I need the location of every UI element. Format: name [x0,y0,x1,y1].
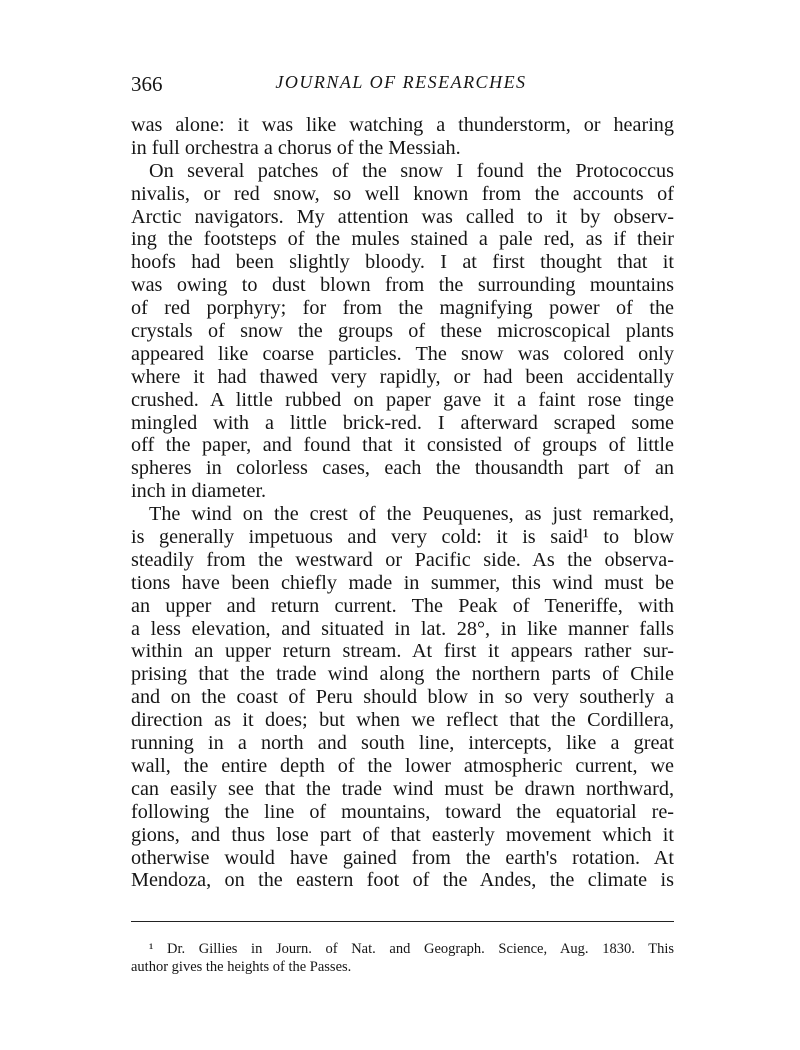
page-number: 366 [131,72,163,96]
text-line: spheres in colorless cases, each the thousandth part of an [131,457,674,480]
running-title: JOURNAL OF RESEARCHES [275,72,527,92]
page-header [131,72,671,102]
text-line: a less elevation, and situated in lat. 28°, in like manner falls [131,617,674,640]
footnote-divider [131,921,674,922]
text-line: in full orchestra a chorus of the Messiah. [131,136,461,159]
text-line: wall, the entire depth of the lower atmospheric current, we [131,754,674,777]
text-line: within an upper return stream. At first it appears rather sur- [131,640,674,663]
text-line: and on the coast of Peru should blow in so very southerly a [131,686,674,709]
text-line: off the paper, and found that it consisted of groups of little [131,434,674,457]
text-line: tions have been chiefly made in summer, this wind must be [131,571,674,594]
footnote-line: ¹ Dr. Gillies in Journ. of Nat. and Geograph. Science, Aug. 1830. This [149,941,674,957]
text-line: of red porphyry; for from the magnifying power of the [131,297,674,320]
text-line: otherwise would have gained from the earth's rotation. At [131,846,674,869]
text-line: running in a north and south line, intercepts, like a great [131,732,674,755]
footnote-line: author gives the heights of the Passes. [131,959,352,975]
text-line: Arctic navigators. My attention was called to it by observ- [131,205,674,228]
text-line: hoofs had been slightly bloody. I at first thought that it [131,251,674,274]
text-line: can easily see that the trade wind must be drawn northward, [131,777,674,800]
text-line: direction as it does; but when we reflect that the Cordillera, [131,709,674,732]
text-line: prising that the trade wind along the northern parts of Chile [131,663,674,686]
text-line: following the line of mountains, toward the equatorial re- [131,800,674,823]
text-line: was owing to dust blown from the surrounding mountains [131,274,674,297]
text-line: crushed. A little rubbed on paper gave it a faint rose tinge [131,388,674,411]
text-line: steadily from the westward or Pacific side. As the observa- [131,548,674,571]
text-line: crystals of snow the groups of these microscopical plants [131,320,674,343]
text-line: On several patches of the snow I found the Protococcus [149,159,674,182]
text-line: is generally impetuous and very cold: it is said¹ to blow [131,526,674,549]
text-line: an upper and return current. The Peak of Teneriffe, with [131,594,674,617]
text-line: nivalis, or red snow, so well known from the accounts of [131,182,674,205]
body-text [131,114,674,892]
text-line: mingled with a little brick-red. I afterward scraped some [131,411,674,434]
text-line: where it had thawed very rapidly, or had been accidentally [131,365,674,388]
text-line: The wind on the crest of the Peuquenes, as just remarked, [149,503,674,526]
text-line: Mendoza, on the eastern foot of the Andes, the climate is [131,869,674,892]
text-line: gions, and thus lose part of that easterly movement which it [131,823,674,846]
text-line: appeared like coarse particles. The snow was colored only [131,342,674,365]
text-line: ing the footsteps of the mules stained a pale red, as if their [131,228,674,251]
text-line: was alone: it was like watching a thunderstorm, or hearing [131,114,674,136]
footnote [131,940,674,976]
text-line: inch in diameter. [131,480,267,503]
